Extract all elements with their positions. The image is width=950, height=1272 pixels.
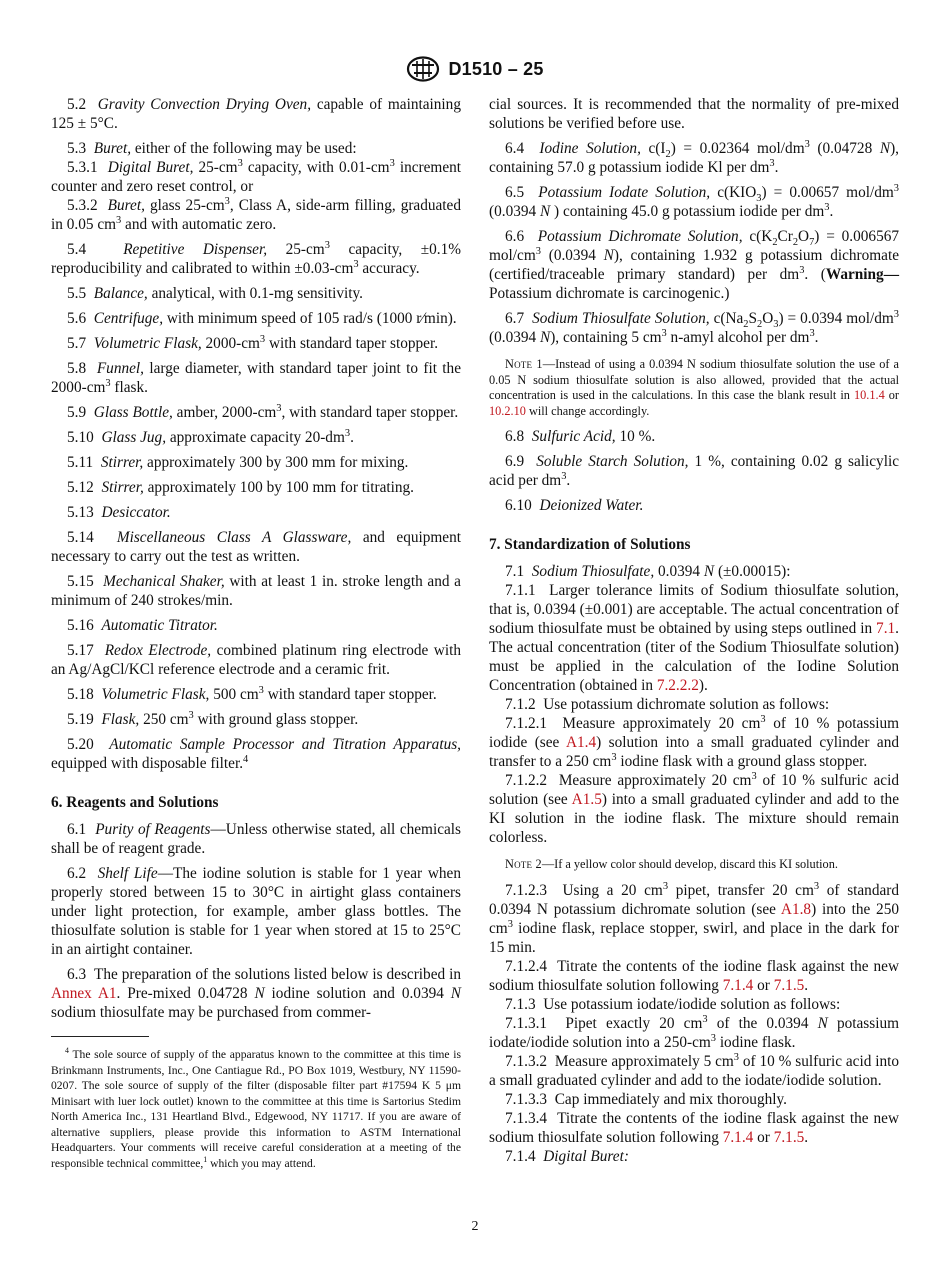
section-7-1-2-2: 7.1.2.2 Measure approximately 20 $cm^3$ of 10 % sulfuric acid solution (see A1.5) into a small graduated cylinder and add to the KI solution in the iodine flask. The mixture should remain colorless. [489, 770, 899, 846]
section-5-8: 5.8 Funnel, large diameter, with standard taper joint to fit the $2000-cm^3$ flask. [51, 360, 461, 396]
section-7-1-3-3: 7.1.3.3 Cap immediately and mix thoroughly. [505, 1090, 787, 1108]
right-column [489, 95, 899, 1166]
page-number: 2 [471, 1219, 479, 1234]
section-6-10: 6.10 Deionized Water. [505, 497, 644, 514]
section-5-16: 5.16 Automatic Titrator. [67, 617, 218, 634]
annex-a1-link[interactable]: Annex A1 [51, 985, 117, 1002]
link-10-2-10[interactable]: 10.2.10 [489, 403, 526, 418]
section-6-7: 6.7 Sodium Thiosulfate Solution, $c(Na_2S_2O_3) = 0.0394$ mol/$dm^3$ (0.0394 N), containing 5 $cm^3$ n-amyl alcohol per $dm^3$. [489, 308, 899, 346]
link-7-1-4-b[interactable]: 7.1.4 [722, 1128, 754, 1146]
section-7-1-2-3: 7.1.2.3 Using a 20 $cm^3$ pipet, transfer 20 $cm^3$ of standard 0.0394 N potassium dichromate solution (see A1.8) into the 250 $cm^3$ iodine flask, replace stopper, swirl, and place in the dark for 15 min. [489, 880, 900, 956]
section-5-14: 5.14 Miscellaneous Class A Glassware, and equipment necessary to carry out the test as written. [51, 529, 461, 565]
section-5-12: 5.12 Stirrer, approximately 100 by 100 mm for titrating. [67, 479, 414, 496]
section-6-5: 6.5 Potassium Iodate Solution, $c(KIO_3) = 0.00657$ mol/$dm^3$ (0.0394 N ) containing 45.0 g potassium iodide per $dm^3$. [489, 182, 899, 220]
section-5-19: 5.19 Flask, 250 $cm^3$ with ground glass stopper. [67, 709, 359, 728]
left-column [51, 95, 461, 1171]
link-a1-5[interactable]: A1.5 [571, 791, 602, 808]
section-5-17: 5.17 Redox Electrode, combined platinum ring electrode with an Ag/AgCl/KCl reference electrode and a ceramic frit. [51, 642, 462, 678]
section-5-6: 5.6 Centrifuge, with minimum speed of 105 rad/s (1000 r⁄min). [67, 310, 457, 327]
section-5-15: 5.15 Mechanical Shaker, with at least 1 in. stroke length and a minimum of 240 strokes/min. [51, 573, 461, 609]
section-7-heading: 7. Standardization of Solutions [489, 536, 691, 553]
section-5-7: 5.7 Volumetric Flask, $2000-cm^3$ with standard taper stopper. [67, 333, 439, 352]
link-a1-4[interactable]: A1.4 [565, 734, 597, 751]
section-7-1-3-1: 7.1.3.1 Pipet exactly 20 $cm^3$ of the 0.0394 N potassium iodate/iodide solution into a $250-cm^3$ iodine flask. [489, 1013, 899, 1051]
link-a1-8[interactable]: A1.8 [780, 900, 812, 918]
section-7-1-3-2: 7.1.3.2 Measure approximately 5 $cm^3$ of 10 % sulfuric acid into a small graduated cylinder and add to the iodate/iodide solution. [489, 1051, 900, 1089]
section-7-1-3-4: 7.1.3.4 Titrate the contents of the iodine flask against the new sodium thiosulfate solution following 7.1.4 or 7.1.5. [489, 1109, 899, 1146]
section-5-13: 5.13 Desiccator. [67, 504, 171, 521]
section-5-3-1: 5.3.1 Digital Buret, $25-cm^3$ capacity, with $0.01-cm^3$ increment counter and zero reset control, or [51, 157, 462, 195]
section-6-2: 6.2 Shelf Life—The iodine solution is stable for 1 year when properly stored between 15 to 30°C in airtight glass containers under light protection, for example, amber glass bottles. The thiosulfate solution is stable for 1 year when stored at 15 to 25°C in an airtight container. [51, 865, 461, 958]
section-5-5: 5.5 Balance, analytical, with 0.1-mg sensitivity. [67, 285, 363, 302]
section-5-3-2: 5.3.2 Buret, glass $25-cm^3$, Class A, side-arm filling, graduated in 0.05 $cm^3$ and with automatic zero. [51, 195, 462, 233]
section-7-1-1: 7.1.1 Larger tolerance limits of Sodium thiosulfate solution, that is, 0.0394 (±0.001) are acceptable. The actual concentration of sodium thiosulfate must be obtained by using steps outlined in 7.1. The actual concentration (titer of the Sodium Thiosulfate solution) must be applied in the calculation of the Iodine Solution Concentration (obtained in 7.2.2.2). [489, 582, 899, 694]
section-5-4: 5.4 Repetitive Dispenser, $25-cm^3$ capacity, ±0.1% reproducibility and calibrated to within $\pm 0.03-cm^3$ accuracy. [51, 239, 462, 277]
section-5-9: 5.9 Glass Bottle, amber, $2000-cm^3$, with standard taper stopper. [67, 402, 459, 421]
section-6-3-continued: cial sources. It is recommended that the normality of pre-mixed solutions be verified before use. [489, 96, 899, 132]
section-5-2: 5.2 Gravity Convection Drying Oven, capable of maintaining 125 ± 5°C. [51, 96, 461, 132]
link-7-1-5-b[interactable]: 7.1.5 [773, 1128, 805, 1146]
section-5-3: 5.3 Buret, either of the following may be used: [67, 140, 357, 157]
note-1: Note 1—Instead of using a 0.0394 N sodium thiosulfate solution the use of a 0.05 N sodium thiosulfate solution is also allowed, provided that the actual concentration is used in the calculations. In this case the blank result in 10.1.4 or 10.2.10 will change accordingly. [489, 357, 900, 418]
section-6-3: 6.3 The preparation of the solutions listed below is described in Annex A1. Pre-mixed 0.04728 N iodine solution and 0.0394 N sodium thiosulfate may be purchased from commer- [51, 966, 461, 1021]
section-5-20: 5.20 Automatic Sample Processor and Titration Apparatus, equipped with disposable filter.$^4$ [51, 736, 461, 772]
section-6-1: 6.1 Purity of Reagents—Unless otherwise stated, all chemicals shall be of reagent grade. [51, 821, 461, 857]
section-6-4: 6.4 Iodine Solution, $c(I_2) = 0.02364$ mol/$dm^3$ (0.04728 N), containing 57.0 g potassium iodide Kl per $dm^3$. [489, 138, 899, 176]
link-7-2-2-2[interactable]: 7.2.2.2 [656, 677, 699, 694]
section-5-18: 5.18 Volumetric Flask, 500 $cm^3$ with standard taper stopper. [67, 684, 437, 703]
section-7-1: 7.1 Sodium Thiosulfate, 0.0394 N (±0.00015): [505, 563, 791, 580]
section-7-1-2-4: 7.1.2.4 Titrate the contents of the iodine flask against the new sodium thiosulfate solution following 7.1.4 or 7.1.5. [489, 957, 899, 994]
section-7-1-3: 7.1.3 Use potassium iodate/iodide solution as follows: [505, 995, 841, 1013]
link-7-1-4[interactable]: 7.1.4 [722, 976, 754, 994]
document-designation: D1510 – 25 [448, 58, 544, 79]
section-6-9: 6.9 Soluble Starch Solution, 1 %, containing 0.02 g salicylic acid per $dm^3$. [489, 453, 899, 489]
section-5-11: 5.11 Stirrer, approximately 300 by 300 mm for mixing. [67, 454, 409, 471]
section-6-heading: 6. Reagents and Solutions [51, 794, 219, 811]
section-6-6: 6.6 Potassium Dichromate Solution, $c(K_2Cr_2O_7) = 0.006567$ mol/$cm^3$ (0.0394 N), containing 1.932 g potassium dichromate (certified/traceable primary standard) per $dm^3$. (Warning—Potassium dichromate is carcinogenic.) [489, 228, 900, 302]
section-7-1-4: 7.1.4 Digital Buret: [505, 1147, 629, 1165]
footnote-4: $^4$ The sole source of supply of the apparatus known to the committee at this time is Brinkmann Instruments, Inc., One Cantiague Rd., PO Box 1019, Westbury, NY 11590-0207. The sole source of supply of the filter (disposable filter part #17594 K 5 μm Minisart with luer lock outlet) known to the committee at this time is Sartorius Stedim North America Inc., 131 Heartland Blvd., Edgewood, NY 11717. If you are aware of alternative suppliers, please provide this information to ASTM International Headquarters. Your comments will receive careful consideration at a meeting of the responsible technical committee,$^1$ which you may attend. [51, 1046, 461, 1170]
footnote-divider [51, 1036, 149, 1037]
section-7-1-2-1: 7.1.2.1 Measure approximately 20 $cm^3$ of 10 % potassium iodide (see A1.4) solution into a small graduated cylinder and transfer to a 250 $cm^3$ iodine flask with a ground glass stopper. [489, 713, 899, 770]
section-7-1-2: 7.1.2 Use potassium dichromate solution as follows: [505, 696, 830, 713]
section-6-8: 6.8 Sulfuric Acid, 10 %. [505, 428, 656, 445]
link-10-1-4[interactable]: 10.1.4 [853, 388, 885, 402]
section-5-10: 5.10 Glass Jug, approximate capacity $20-dm^3$. [67, 427, 354, 446]
page-header [0, 54, 950, 84]
link-7-1-5[interactable]: 7.1.5 [773, 976, 805, 994]
note-2: Note 2—If a yellow color should develop, discard this KI solution. [505, 857, 838, 871]
astm-logo-icon [406, 56, 440, 82]
link-7-1[interactable]: 7.1 [876, 620, 896, 637]
